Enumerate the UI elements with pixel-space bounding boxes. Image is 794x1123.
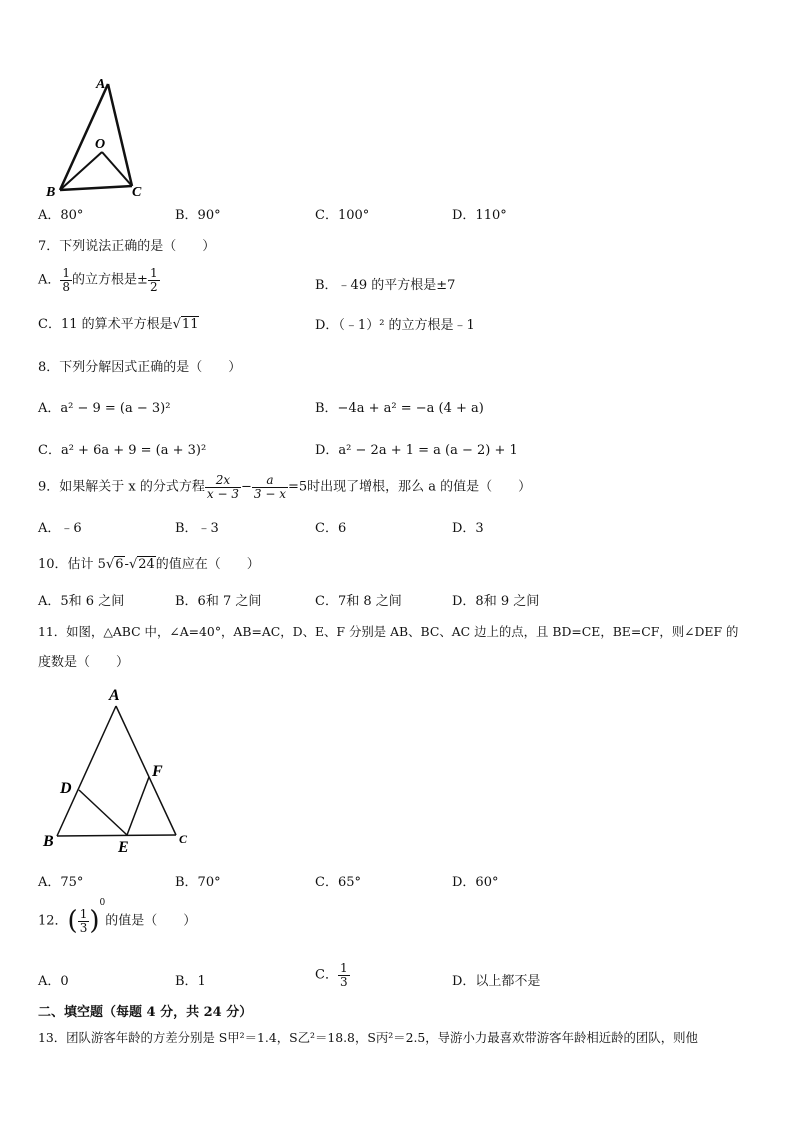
fraction (338, 962, 350, 988)
denominator: 2 (149, 279, 158, 294)
q6-option-d[interactable]: D．110° (452, 208, 507, 223)
sqrt-sign: √ (172, 317, 181, 332)
q12-option-d[interactable]: D．以上都不是 (452, 974, 541, 989)
q12-suffix: 的值是（ ） (105, 913, 197, 929)
label-c: C (179, 832, 188, 846)
q12-option-a[interactable]: A．0 (38, 974, 69, 989)
q11-option-d[interactable]: D．60° (452, 875, 499, 890)
edge-ac (116, 706, 176, 835)
edge-ac (108, 84, 132, 186)
numerator: 1 (339, 961, 348, 975)
q7-option-a[interactable] (38, 267, 160, 293)
q9-suffix: =5时出现了增根，那么 a 的值是（ ） (287, 479, 532, 495)
numerator: a (252, 474, 288, 488)
label-o: O (95, 137, 106, 152)
denominator: 8 (62, 279, 71, 294)
numerator: 2x (205, 474, 241, 488)
q11-stem-line1: 11．如图，△ABC 中，∠A=40°，AB=AC，D、E、F 分别是 AB、BC、AC 边上的点，且 BD=CE，BE=CF，则∠DEF 的 (38, 624, 739, 639)
right-paren: ) (89, 906, 100, 937)
q8-stem: 8．下列分解因式正确的是（ ） (38, 360, 242, 375)
q12-option-b[interactable]: B．1 (175, 974, 206, 989)
q8-option-a[interactable]: A．a² − 9 = (a − 3)² (38, 401, 171, 416)
q7-a-mid: 的立方根是± (72, 272, 148, 288)
sqrt-radicand: 11 (181, 317, 199, 332)
q13-stem: 13．团队游客年龄的方差分别是 S甲²＝1.4，S乙²＝18.8，S丙²＝2.5，导游小力最喜欢带游客年龄相近龄的团队，则他 (38, 1030, 698, 1045)
exponent: 0 (99, 898, 106, 909)
q10-stem (38, 558, 260, 571)
q6-option-a[interactable]: A．80° (38, 208, 84, 223)
q9-stem (38, 474, 531, 500)
edge-bc (57, 835, 176, 836)
fraction (148, 267, 160, 293)
fraction (60, 267, 72, 293)
q12-stem (38, 898, 197, 937)
label-d: D (60, 780, 72, 797)
q12-c-prefix: C． (315, 967, 338, 983)
q9-option-b[interactable]: B．﹣3 (175, 521, 219, 536)
fraction (252, 474, 288, 500)
q8-option-c[interactable]: C．a² + 6a + 9 = (a + 3)² (38, 443, 207, 458)
figure-triangle-abc-o (40, 72, 160, 202)
sqrt-radicand: 6 (115, 557, 124, 572)
edge-ob (60, 152, 102, 190)
q10-prefix: 10．估计 5 (38, 557, 106, 572)
sqrt-radicand: 24 (138, 557, 155, 572)
q7-option-c[interactable] (38, 318, 199, 331)
denominator: 3 − x (253, 486, 286, 501)
sqrt-sign: √ (128, 557, 138, 572)
q9-prefix: 9．如果解关于 x 的分式方程 (38, 479, 205, 495)
segment-de (79, 790, 127, 835)
q7-a-prefix: A． (38, 272, 61, 288)
q12-prefix: 12． (38, 913, 68, 929)
section-title: 二、填空题（每题 4 分，共 24 分） (38, 1005, 253, 1020)
q11-stem-line2: 度数是（ ） (38, 655, 130, 670)
q6-option-c[interactable]: C．100° (315, 208, 370, 223)
q10-option-b[interactable]: B．6和 7 之间 (175, 594, 262, 609)
numerator: 1 (79, 907, 88, 921)
numerator: 1 (62, 266, 71, 280)
label-e: E (118, 839, 129, 856)
q10-suffix: 的值应在（ ） (155, 557, 260, 572)
q10-option-a[interactable]: A．5和 6 之间 (38, 594, 125, 609)
q11-option-b[interactable]: B．70° (175, 875, 221, 890)
q9-option-d[interactable]: D．3 (452, 521, 484, 536)
q9-option-a[interactable]: A．﹣6 (38, 521, 82, 536)
q11-option-c[interactable]: C．65° (315, 875, 361, 890)
label-c: C (132, 185, 142, 200)
q6-option-b[interactable]: B．90° (175, 208, 221, 223)
q7-c-text: C．11 的算术平方根是 (38, 317, 173, 332)
figure-triangle-def (36, 680, 206, 860)
label-b: B (43, 833, 54, 850)
minus-sign: − (240, 479, 252, 495)
numerator: 1 (149, 266, 158, 280)
q12-option-c[interactable] (315, 962, 350, 988)
left-paren: ( (67, 906, 78, 937)
q7-option-d[interactable]: D．（﹣1）² 的立方根是﹣1 (315, 318, 475, 333)
q10-option-d[interactable]: D．8和 9 之间 (452, 594, 540, 609)
label-b: B (46, 185, 56, 200)
denominator: 3 (79, 920, 88, 935)
denominator: x − 3 (206, 486, 239, 501)
label-f: F (152, 763, 163, 780)
denominator: 3 (339, 974, 348, 989)
edge-bc (60, 186, 132, 190)
sqrt-sign: √ (105, 557, 115, 572)
q7-option-b[interactable]: B．﹣49 的平方根是±7 (315, 278, 456, 293)
q8-option-b[interactable]: B．−4a + a² = −a (4 + a) (315, 401, 484, 416)
fraction (78, 908, 90, 934)
q7-stem: 7．下列说法正确的是（ ） (38, 239, 216, 254)
q11-option-a[interactable]: A．75° (38, 875, 84, 890)
q9-option-c[interactable]: C．6 (315, 521, 347, 536)
q10-mid: - (124, 557, 129, 572)
q10-option-c[interactable]: C．7和 8 之间 (315, 594, 402, 609)
segment-ef (127, 777, 149, 835)
label-a: A (109, 687, 120, 704)
label-a: A (96, 77, 106, 92)
fraction (205, 474, 241, 500)
q8-option-d[interactable]: D．a² − 2a + 1 = a (a − 2) + 1 (315, 443, 518, 458)
